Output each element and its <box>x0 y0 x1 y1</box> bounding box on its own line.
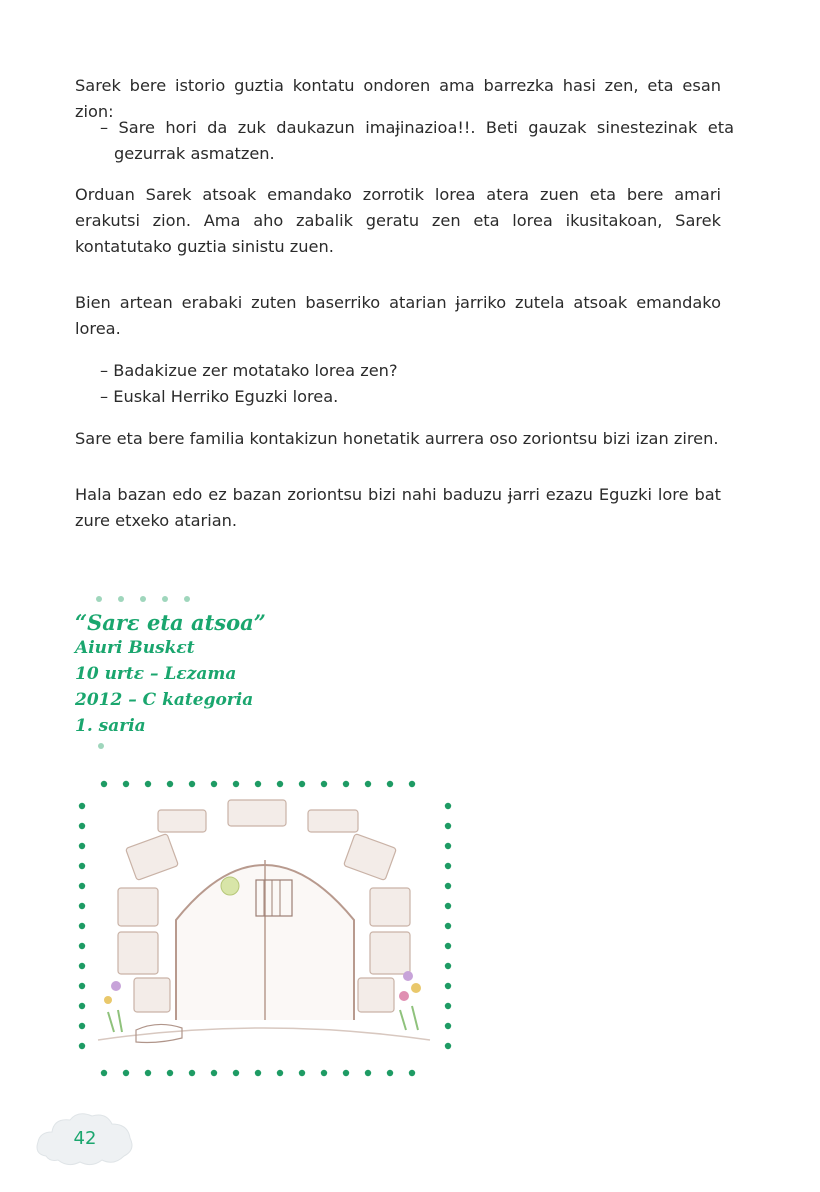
frame-dot <box>79 1003 85 1009</box>
frame-dot <box>123 1070 129 1076</box>
frame-dot <box>445 1003 451 1009</box>
story-dialogue-1: – Sare hori da zuk daukazun imaɉinazioa!!. Beti gauzak sinestezinak eta gezurrak asmatzen. <box>100 118 734 163</box>
frame-dot <box>387 1070 393 1076</box>
flowers-right <box>399 971 421 1030</box>
frame-dot <box>167 781 173 787</box>
frame-dot <box>211 781 217 787</box>
frame-dot <box>79 863 85 869</box>
frame-dot <box>167 1070 173 1076</box>
frame-dot <box>189 781 195 787</box>
frame-dot <box>123 781 129 787</box>
frame-dot <box>79 983 85 989</box>
illustration-door-drawing <box>78 780 454 1080</box>
frame-dot <box>343 1070 349 1076</box>
credit-dot-bottom <box>98 743 104 749</box>
frame-dot <box>145 781 151 787</box>
frame-dot <box>101 781 107 787</box>
sunflower-decoration <box>221 877 239 895</box>
frame-dot <box>277 781 283 787</box>
prize-label: 1. saria <box>75 716 146 736</box>
frame-dot <box>79 823 85 829</box>
frame-dot <box>445 1023 451 1029</box>
frame-dot <box>145 1070 151 1076</box>
frame-dot <box>211 1070 217 1076</box>
frame-dot <box>255 781 261 787</box>
frame-dot <box>189 1070 195 1076</box>
frame-dot <box>409 1070 415 1076</box>
frame-dot <box>79 1043 85 1049</box>
frame-dot <box>233 781 239 787</box>
frame-dot <box>387 781 393 787</box>
frame-dot <box>365 1070 371 1076</box>
frame-dot <box>409 781 415 787</box>
frame-dot <box>79 883 85 889</box>
frame-dot <box>101 1070 107 1076</box>
frame-dot <box>299 781 305 787</box>
frame-dot <box>321 781 327 787</box>
frame-dot <box>277 1070 283 1076</box>
frame-dot <box>79 803 85 809</box>
frame-dot <box>445 923 451 929</box>
flowers-left <box>104 981 122 1032</box>
story-paragraph-4: Sare eta bere familia kontakizun honetatik aurrera oso zoriontsu bizi izan ziren. <box>75 429 719 448</box>
frame-dot <box>445 1043 451 1049</box>
frame-dot <box>445 903 451 909</box>
frame-dot <box>445 963 451 969</box>
frame-dot <box>445 863 451 869</box>
frame-dot <box>445 843 451 849</box>
frame-dot <box>321 1070 327 1076</box>
frame-dot <box>79 963 85 969</box>
frame-dot <box>79 943 85 949</box>
frame-dot <box>445 823 451 829</box>
frame-dot <box>445 983 451 989</box>
frame-dot <box>445 943 451 949</box>
frame-dot <box>299 1070 305 1076</box>
frame-dot <box>79 1023 85 1029</box>
page-number: 42 <box>73 1128 97 1149</box>
author-age-place: 10 urtɛ – Lɛzama <box>75 664 237 684</box>
year-category: 2012 – C kategoria <box>75 690 254 710</box>
frame-dot <box>79 923 85 929</box>
story-paragraph-2: Orduan Sarek atsoak emandako zorrotik lorea atera zuen eta bere amari erakutsi zion. Ama aho zabalik geratu zen eta lorea ikusitakoan, Sarek kontatutako guztia sinistu zuen. <box>75 185 721 256</box>
frame-dot <box>255 1070 261 1076</box>
story-paragraph-5: Hala bazan edo ez bazan zoriontsu bizi nahi baduzu ɉarri ezazu Eguzki lore bat zure etxeko atarian. <box>75 485 721 530</box>
frame-dot <box>79 903 85 909</box>
frame-dot <box>233 1070 239 1076</box>
frame-dot <box>445 883 451 889</box>
author-name: Aiuri Buskɛt <box>75 638 195 658</box>
story-dialogue-2: – Badakizue zer motatako lorea zen? <box>100 361 398 380</box>
story-paragraph-1: Sarek bere istorio guztia kontatu ondoren ama barrezka hasi zen, eta esan zion: <box>75 76 721 121</box>
frame-dot <box>365 781 371 787</box>
credit-dots-top <box>96 596 190 602</box>
story-dialogue-3: – Euskal Herriko Eguzki lorea. <box>100 387 339 406</box>
frame-dot <box>343 781 349 787</box>
story-paragraph-3: Bien artean erabaki zuten baserriko atarian ɉarriko zutela atsoak emandako lorea. <box>75 293 721 338</box>
frame-dot <box>79 843 85 849</box>
story-title: “Sarɛ eta atsoa” <box>75 610 266 635</box>
frame-dot <box>445 803 451 809</box>
